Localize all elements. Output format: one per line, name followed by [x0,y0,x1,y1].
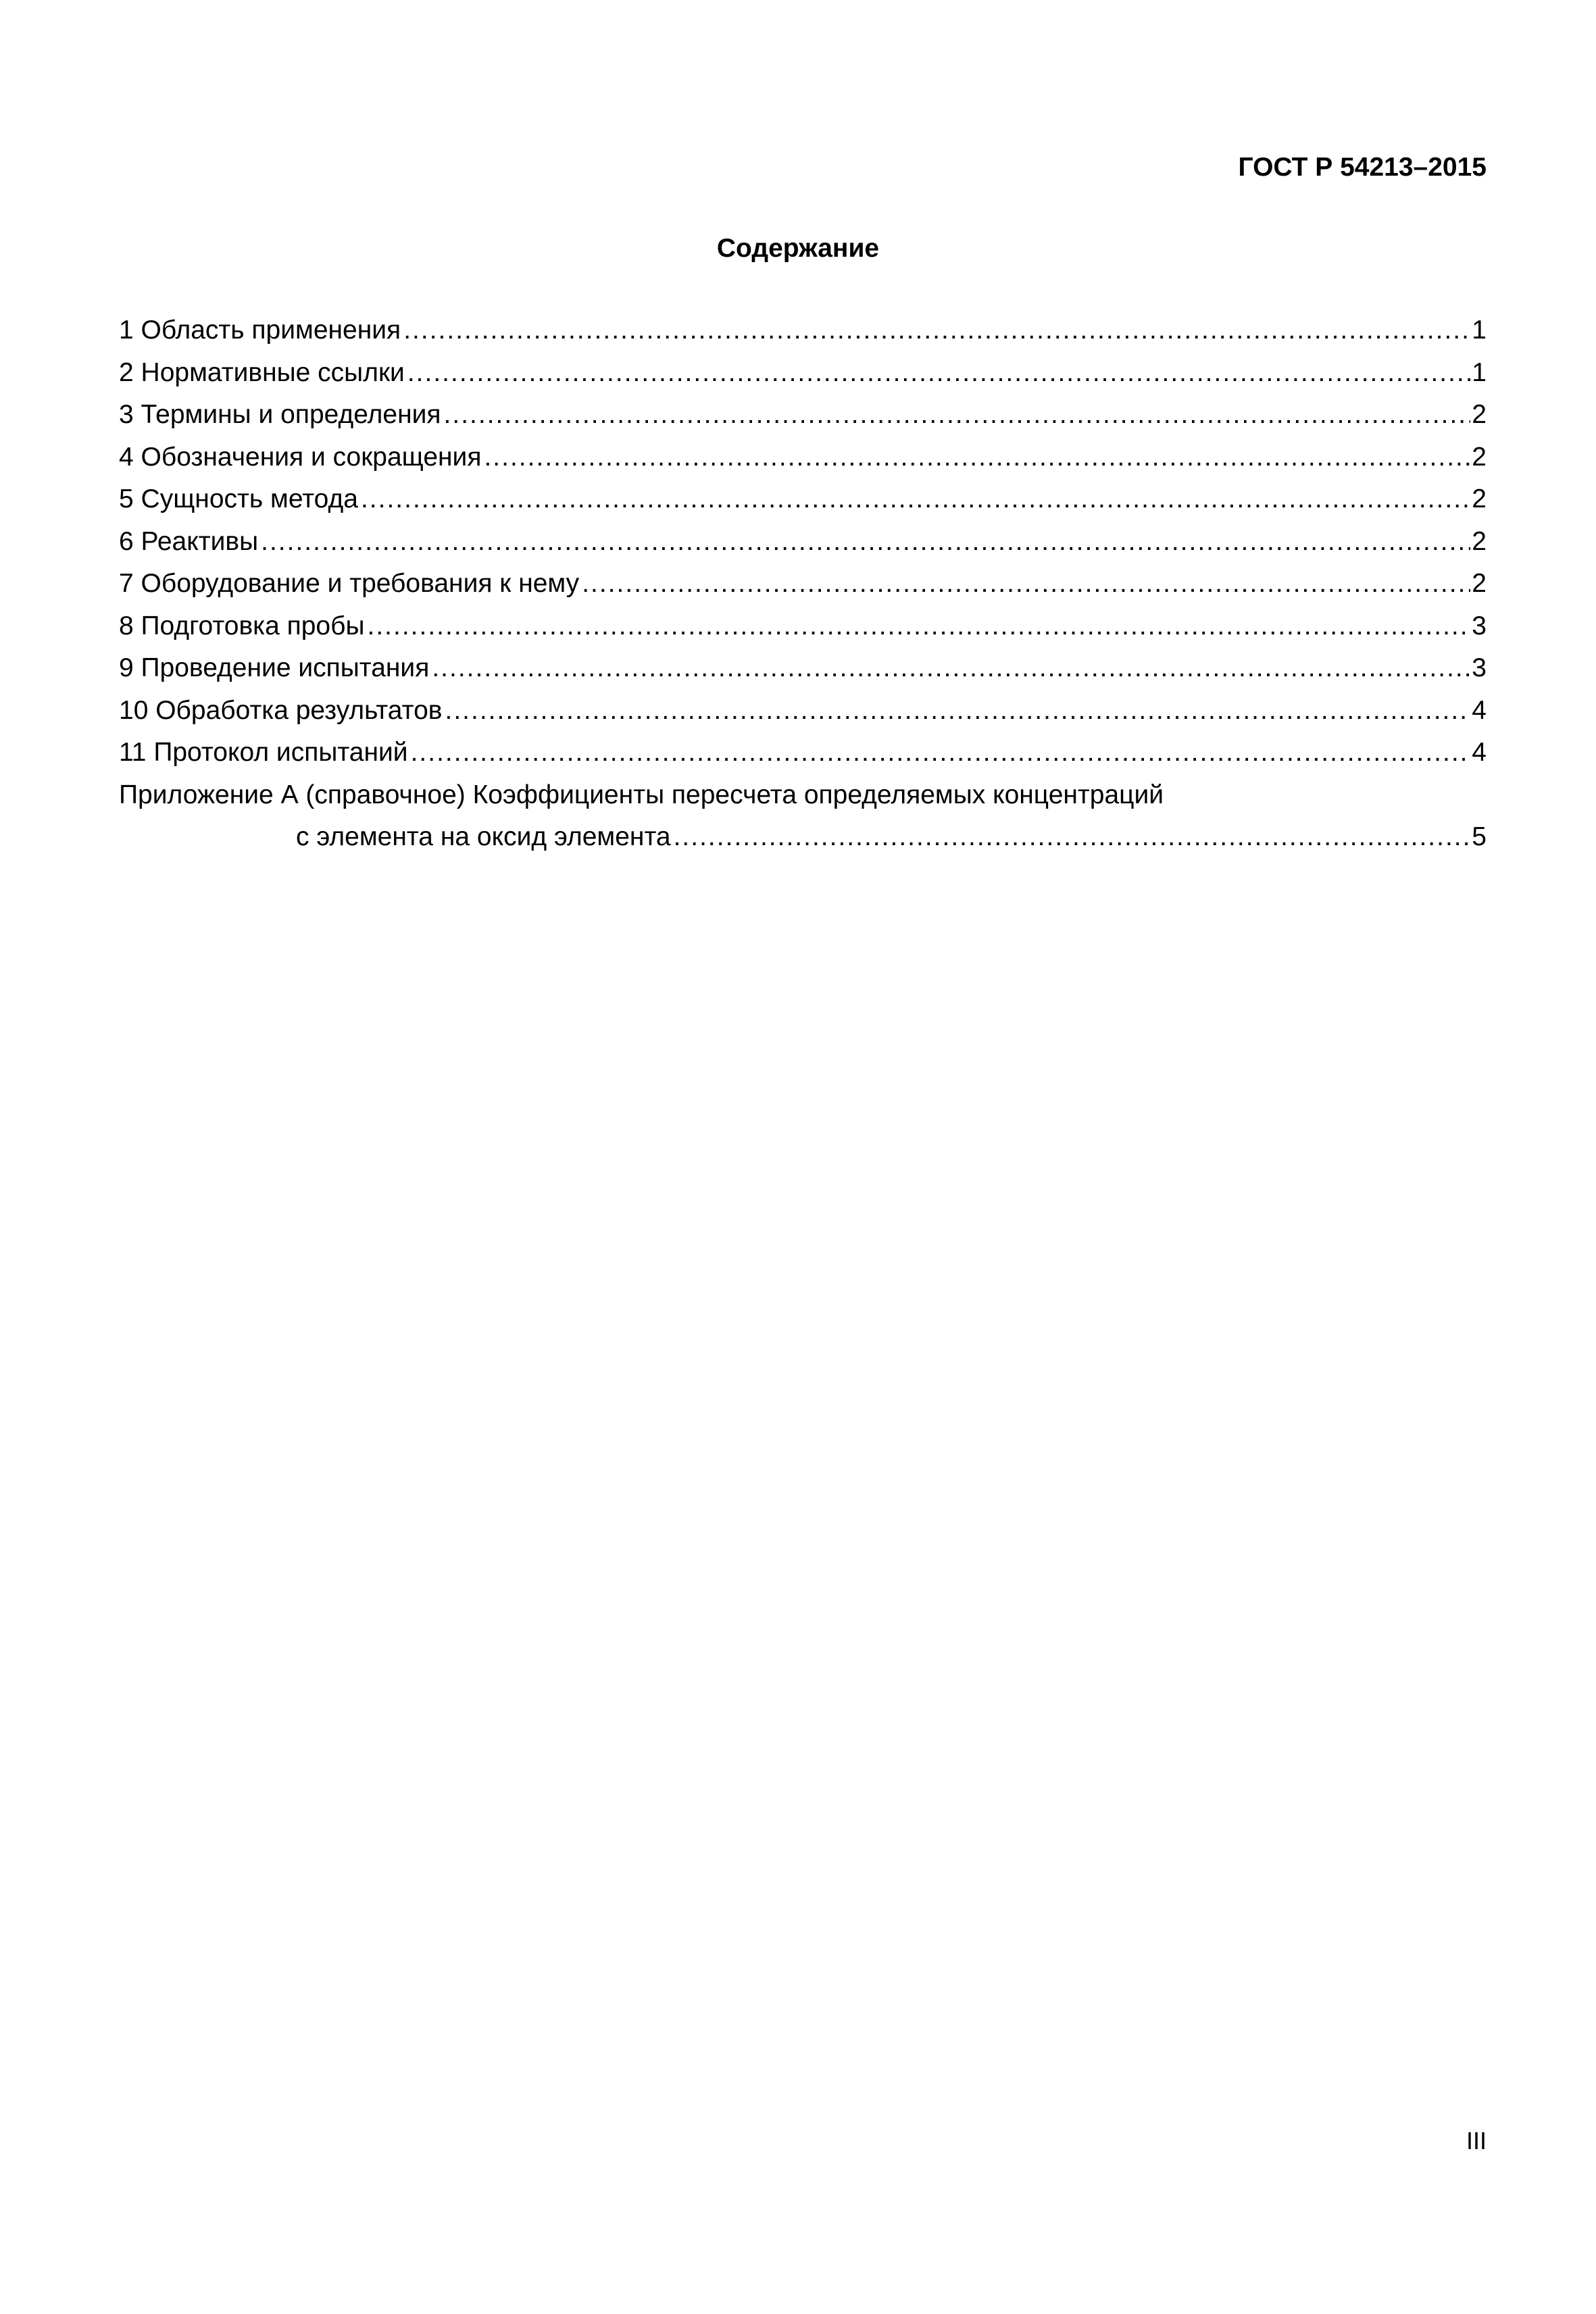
toc-entry-text: 5 Сущность метода [119,484,358,513]
toc-entry-text: 3 Термины и определения [119,400,441,429]
toc-entry-text: 9 Проведение испытания [119,653,430,682]
toc-appendix-subtitle: с элемента на оксид элемента [296,822,671,851]
toc-entry[interactable] [119,309,1487,352]
toc-entry-page: 3 [1472,653,1487,682]
page-number: III [1466,2127,1487,2155]
toc-entry-text: 10 Обработка результатов [119,695,443,725]
toc-entry-page: 2 [1472,484,1487,513]
table-of-contents [119,309,1487,859]
toc-entry-page: 2 [1472,526,1487,556]
toc-entry[interactable] [119,732,1487,774]
toc-entry-page: 1 [1472,357,1487,387]
toc-appendix-continuation [119,816,1487,859]
toc-entry-text: 2 Нормативные ссылки [119,357,405,387]
toc-dot-leader [674,816,1471,859]
toc-dot-leader [361,478,1470,521]
toc-entry-page: 2 [1472,400,1487,429]
toc-appendix-page: 5 [1472,822,1487,851]
document-code: ГОСТ Р 54213–2015 [1238,153,1487,182]
toc-entry-text: 4 Обозначения и сокращения [119,442,482,472]
toc-dot-leader [445,690,1470,732]
toc-entry[interactable] [119,690,1487,732]
toc-entry[interactable] [119,352,1487,395]
toc-entry[interactable] [119,563,1487,605]
toc-dot-leader [432,647,1470,690]
toc-entry-text: 6 Реактивы [119,526,259,556]
toc-dot-leader [411,732,1471,774]
toc-entry-page: 4 [1472,695,1487,725]
toc-appendix-entry[interactable] [119,774,1487,859]
toc-appendix-title: Приложение А (справочное) Коэффициенты пересчета определяемых концентраций [119,780,1164,809]
toc-entry-page: 2 [1472,569,1487,598]
toc-dot-leader [582,563,1470,605]
toc-dot-leader [261,521,1470,563]
toc-entry-text: 1 Область применения [119,316,401,345]
toc-entry-text: 7 Оборудование и требования к нему [119,569,580,598]
toc-dot-leader [484,436,1470,479]
toc-entry-page: 2 [1472,442,1487,472]
toc-entry-page: 4 [1472,738,1487,767]
toc-title: Содержание [716,234,880,263]
toc-entry[interactable] [119,605,1487,648]
toc-entry[interactable] [119,478,1487,521]
toc-entry-page: 3 [1472,611,1487,640]
toc-entry-text: 8 Подготовка пробы [119,611,365,640]
toc-entry[interactable] [119,647,1487,690]
toc-entry-page: 1 [1472,316,1487,345]
toc-dot-leader [407,352,1470,395]
toc-dot-leader [444,394,1471,436]
toc-dot-leader [368,605,1471,648]
toc-entry[interactable] [119,394,1487,436]
toc-entry[interactable] [119,521,1487,563]
toc-entry-text: 11 Протокол испытаний [119,738,408,767]
toc-entry[interactable] [119,436,1487,479]
toc-dot-leader [403,309,1470,352]
